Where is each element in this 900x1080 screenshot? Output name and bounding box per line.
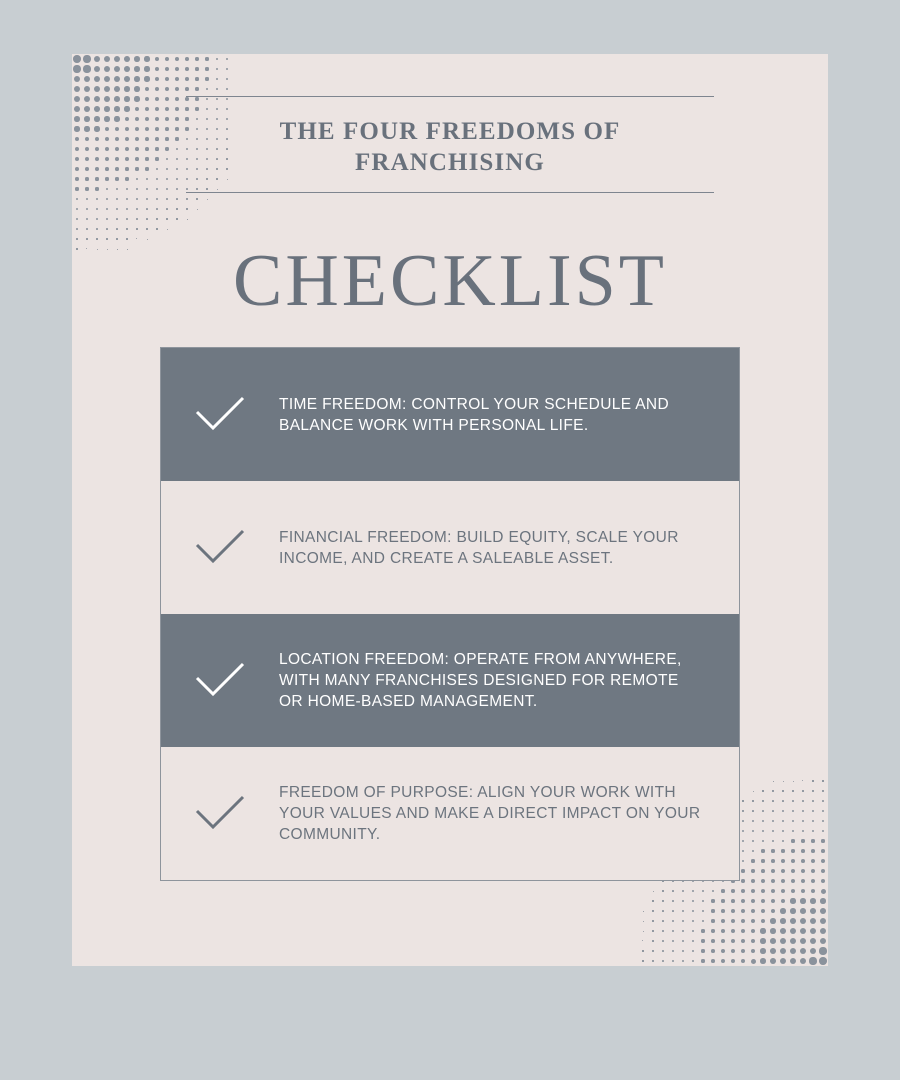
checklist-item[interactable]	[161, 614, 739, 747]
checklist	[160, 347, 740, 881]
check-icon	[161, 661, 279, 701]
header-divider-top	[186, 96, 714, 97]
check-icon	[161, 528, 279, 568]
checklist-item-label: TIME FREEDOM: CONTROL YOUR SCHEDULE AND BALANCE WORK WITH PERSONAL LIFE.	[279, 395, 670, 434]
checklist-item-label: FREEDOM OF PURPOSE: ALIGN YOUR WORK WITH YOUR VALUES AND MAKE A DIRECT IMPACT ON YOUR COMMUNITY.	[279, 784, 701, 843]
check-icon	[161, 395, 279, 435]
check-icon	[161, 794, 279, 834]
page-title: CHECKLIST	[233, 240, 667, 322]
checklist-item[interactable]	[161, 747, 739, 880]
header-divider-bottom	[186, 192, 714, 193]
checklist-item[interactable]	[161, 481, 739, 614]
poster-card	[72, 54, 828, 966]
checklist-item[interactable]	[161, 348, 739, 481]
checklist-item-label: FINANCIAL FREEDOM: BUILD EQUITY, SCALE YOUR INCOME, AND CREATE A SALEABLE ASSET.	[279, 528, 679, 567]
poster-eyebrow: THE FOUR FREEDOMS OF FRANCHISING	[279, 118, 621, 176]
checklist-item-label: LOCATION FREEDOM: OPERATE FROM ANYWHERE, WITH MANY FRANCHISES DESIGNED FOR REMOTE OR HOME-BASED MANAGEMENT.	[279, 651, 682, 710]
